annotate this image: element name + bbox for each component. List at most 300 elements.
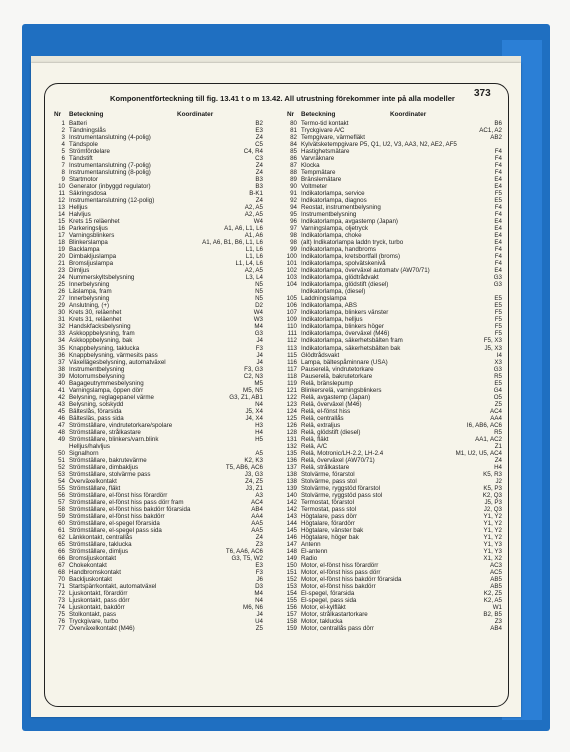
row-desc: Anslutning, (+) xyxy=(69,302,110,310)
row-coord: Z4 xyxy=(494,456,502,464)
row-desc: Motor, centrallås pass dörr xyxy=(301,625,374,633)
table-row xyxy=(52,134,267,141)
table-row xyxy=(282,408,502,415)
row-nr: 109 xyxy=(286,316,297,324)
row-coord: AB2 xyxy=(490,134,502,142)
table-row xyxy=(52,562,267,569)
row-coord: B2, B5 xyxy=(483,611,502,619)
table-row xyxy=(282,555,502,562)
row-desc: Strömställare, vindrutetorkare/spolare xyxy=(69,421,173,429)
row-coord: K2, A5 xyxy=(483,597,502,605)
row-nr: 138 xyxy=(286,477,297,485)
table-row xyxy=(52,274,267,281)
row-coord: K5, R3 xyxy=(483,470,502,478)
row-coord: Z3 xyxy=(255,540,263,548)
table-row xyxy=(52,527,267,534)
header-nr: Nr xyxy=(54,111,62,118)
row-nr: 152 xyxy=(286,576,297,584)
row-desc: Högtalare, höger bak xyxy=(301,533,359,541)
table-row xyxy=(52,443,267,450)
row-desc: Helljus/halvljus xyxy=(69,442,110,450)
row-desc: Termo-tid kontakt xyxy=(301,120,349,127)
row-nr: 155 xyxy=(286,597,297,605)
table-row xyxy=(52,408,267,415)
row-desc: Indikatorlampa, ABS xyxy=(301,302,358,310)
row-nr: 99 xyxy=(290,246,297,254)
row-coord: H4 xyxy=(494,463,502,471)
table-row xyxy=(282,183,502,190)
row-nr: 126 xyxy=(286,421,297,429)
table-row xyxy=(282,478,502,485)
left-column xyxy=(52,111,267,632)
row-desc: Knappbelysning, taklucka xyxy=(69,344,140,352)
row-nr: 13 xyxy=(58,204,65,212)
row-coord: W3 xyxy=(253,316,263,324)
row-desc: Högtalare, pass dörr xyxy=(301,512,358,520)
row-nr: 110 xyxy=(287,323,297,331)
row-coord: M5 xyxy=(254,379,263,387)
table-row xyxy=(52,499,267,506)
table-row xyxy=(52,569,267,576)
row-desc: Relä, el-fönst hiss xyxy=(301,407,351,415)
row-coord: F5 xyxy=(494,323,502,331)
row-coord: AA1, AC2 xyxy=(475,435,502,443)
row-nr: 156 xyxy=(286,604,297,612)
table-row xyxy=(52,604,267,611)
row-desc: Relä, bränslepump xyxy=(301,379,353,387)
row-desc: Strömställare, taklucka xyxy=(69,540,132,548)
table-row xyxy=(282,485,502,492)
row-nr: 142 xyxy=(286,505,297,513)
table-row xyxy=(282,541,502,548)
row-nr: 39 xyxy=(58,372,65,380)
table-row xyxy=(52,302,267,309)
row-desc: Indikatorlampa, kretsbortfall (broms) xyxy=(301,253,401,261)
table-row xyxy=(282,499,502,506)
header-koordinater: Koordinater xyxy=(177,111,214,118)
row-nr: 112 xyxy=(287,337,297,345)
table-row xyxy=(52,345,267,352)
row-desc: Strömfördelare xyxy=(69,148,110,156)
table-row xyxy=(282,380,502,387)
row-coord: Y1, Y2 xyxy=(483,519,502,527)
table-row xyxy=(52,267,267,274)
row-desc: Stolvärme, ryggstöd pass stol xyxy=(301,491,383,499)
table-row xyxy=(52,576,267,583)
row-nr: 95 xyxy=(290,211,297,219)
row-nr: 140 xyxy=(286,491,297,499)
row-nr: 2 xyxy=(61,127,65,135)
row-nr: 27 xyxy=(58,295,65,303)
row-nr: 50 xyxy=(58,449,65,457)
table-row xyxy=(52,190,267,197)
row-coord: E4 xyxy=(494,267,502,275)
row-nr: 150 xyxy=(286,561,297,569)
row-nr: 17 xyxy=(58,232,65,240)
row-coord: A1, A6, B1, B6, L1, L6 xyxy=(202,239,263,247)
row-nr: 62 xyxy=(58,533,65,541)
right-rows xyxy=(282,120,502,632)
row-nr: 158 xyxy=(286,618,297,626)
row-coord: E4 xyxy=(494,239,502,247)
row-desc: Högtalare, förardörr xyxy=(301,519,355,527)
row-coord: AC3 xyxy=(489,561,502,569)
row-nr: 159 xyxy=(286,625,297,633)
row-coord: E5 xyxy=(494,295,502,303)
row-nr: 124 xyxy=(286,407,297,415)
table-row xyxy=(282,288,502,295)
row-desc: Belysning, solskydd xyxy=(69,400,124,408)
row-coord: E3 xyxy=(255,127,263,135)
row-desc: Bältesläs, pass sida xyxy=(69,414,124,422)
row-coord: AB5 xyxy=(490,583,502,591)
row-nr: 106 xyxy=(286,302,297,310)
row-nr: 40 xyxy=(58,379,65,387)
row-nr: 10 xyxy=(58,183,65,191)
row-coord: L1, L6 xyxy=(245,246,263,254)
row-desc: Innerbelysning xyxy=(69,281,110,289)
row-coord: AB5 xyxy=(490,576,502,584)
row-nr: 139 xyxy=(286,484,297,492)
row-nr: 115 xyxy=(287,351,297,359)
row-coord: F5 xyxy=(494,316,502,324)
row-nr: 117 xyxy=(287,365,297,373)
row-nr: 66 xyxy=(58,547,65,555)
row-nr: 125 xyxy=(286,414,297,422)
row-coord: W4 xyxy=(253,309,263,317)
table-row xyxy=(282,394,502,401)
row-coord: Z5 xyxy=(255,625,263,633)
row-nr: 1 xyxy=(61,120,65,127)
row-coord: AB4 xyxy=(490,625,502,633)
row-desc: Generator (inbyggd regulator) xyxy=(69,183,151,191)
row-coord: F5 xyxy=(494,190,502,198)
table-row xyxy=(282,295,502,302)
row-coord: D2 xyxy=(255,302,263,310)
table-row xyxy=(52,337,267,344)
table-row xyxy=(52,359,267,366)
row-nr: 153 xyxy=(286,583,297,591)
row-coord: J6 xyxy=(256,576,263,584)
table-row xyxy=(282,309,502,316)
row-desc: Relä, A/C xyxy=(301,442,328,450)
row-desc: Backljuskontakt xyxy=(69,576,112,584)
row-coord: E5 xyxy=(494,379,502,387)
table-row xyxy=(52,295,267,302)
row-desc: Motor, el-fönst hiss bakdörr xyxy=(301,583,376,591)
row-nr: 100 xyxy=(286,253,297,261)
row-nr: 20 xyxy=(58,253,65,261)
row-desc: (alt) Indikatorlampa laddn tryck, turbo xyxy=(301,239,404,247)
row-nr: 76 xyxy=(58,618,65,626)
row-desc: Strömställare, el-fönst hiss förardörr xyxy=(69,491,168,499)
table-row xyxy=(282,387,502,394)
row-coord: Z4 xyxy=(255,134,263,142)
row-desc: Chokekontakt xyxy=(69,561,107,569)
row-nr: 34 xyxy=(58,337,65,345)
row-desc: Varningsblinkers xyxy=(69,232,115,240)
row-desc: Handskfacksbelysning xyxy=(69,323,131,331)
row-coord: K2, Z5 xyxy=(483,590,502,598)
row-coord: M6, N6 xyxy=(243,604,263,612)
row-desc: Krets 15 reläenhet xyxy=(69,218,120,226)
row-nr: 91 xyxy=(290,190,297,198)
table-row xyxy=(52,309,267,316)
row-desc: Strömställare, el-spegel förarsida xyxy=(69,519,160,527)
row-desc: Parkeringsljus xyxy=(69,225,108,233)
row-desc: Indikatorlampa, handbroms xyxy=(301,246,376,254)
row-coord: G3, Z1, AB1 xyxy=(229,393,263,401)
row-nr: 6 xyxy=(61,155,65,163)
row-coord: F3 xyxy=(255,344,263,352)
row-nr: 12 xyxy=(58,197,65,205)
row-coord: W1 xyxy=(492,604,502,612)
table-row xyxy=(282,330,502,337)
row-desc: Krets 30, reläenhet xyxy=(69,309,122,317)
row-nr: 107 xyxy=(286,309,297,317)
table-row xyxy=(52,590,267,597)
row-nr: 24 xyxy=(58,274,65,282)
table-row xyxy=(282,260,502,267)
row-nr: 68 xyxy=(58,569,65,576)
table-row xyxy=(52,373,267,380)
row-desc: Handbromskontakt xyxy=(69,569,121,576)
row-desc: Voltmeter xyxy=(301,183,328,191)
row-nr: 104 xyxy=(286,281,297,289)
row-desc: Indikatorlampa, helljus xyxy=(301,316,363,324)
row-nr: 135 xyxy=(286,449,297,457)
row-desc: El-antenn xyxy=(301,547,328,555)
row-coord: K2, Q3 xyxy=(482,491,502,499)
row-coord: F4 xyxy=(494,204,502,212)
row-coord: AB4 xyxy=(251,505,263,513)
row-desc: Pauserelä, bakrutetorkare xyxy=(301,372,373,380)
left-column-header xyxy=(52,111,267,120)
row-coord: N4 xyxy=(255,400,263,408)
row-coord: N5 xyxy=(255,295,263,303)
row-desc: Relä, fläkt xyxy=(301,435,329,443)
row-coord: K5, P3 xyxy=(483,484,502,492)
row-coord: AA5 xyxy=(251,526,263,534)
row-desc: Överväxelkontakt (M46) xyxy=(69,625,135,633)
row-coord: E3 xyxy=(255,561,263,569)
table-row xyxy=(282,246,502,253)
row-nr: 4 xyxy=(61,141,65,149)
row-coord: G3 xyxy=(493,274,502,282)
row-desc: Dimljus xyxy=(69,267,90,275)
row-coord: L3, L4 xyxy=(245,274,263,282)
row-desc: Indikatorlampa, säkerhetsbälten bak xyxy=(301,344,401,352)
row-desc: Varningslampa, oljetryck xyxy=(301,225,368,233)
row-coord: H3 xyxy=(255,421,263,429)
row-desc: Högtalare, vänster bak xyxy=(301,526,364,534)
table-row xyxy=(282,450,502,457)
row-nr: 122 xyxy=(286,393,297,401)
table-row xyxy=(52,218,267,225)
table-row xyxy=(282,366,502,373)
row-coord: F3, G3 xyxy=(244,365,263,373)
right-column-header xyxy=(282,111,502,120)
table-row xyxy=(52,246,267,253)
row-nr: 26 xyxy=(58,288,65,296)
table-row xyxy=(52,155,267,162)
table-row xyxy=(282,625,502,632)
row-coord: B3 xyxy=(255,176,263,184)
row-nr: 31 xyxy=(58,316,65,324)
table-row xyxy=(52,204,267,211)
row-coord: J4 xyxy=(256,358,263,366)
row-nr: 157 xyxy=(286,611,297,619)
row-desc: Instrumentanslutning (12-polig) xyxy=(69,197,155,205)
row-coord: X3 xyxy=(494,358,502,366)
row-coord: Z4 xyxy=(255,197,263,205)
row-nr: 123 xyxy=(286,400,297,408)
row-nr: 14 xyxy=(58,211,65,219)
row-nr: 138 xyxy=(286,470,297,478)
row-coord: A2, A5 xyxy=(244,211,263,219)
table-row xyxy=(52,197,267,204)
row-desc: Hastighetsmätare xyxy=(301,148,350,156)
table-row xyxy=(282,337,502,344)
table-row xyxy=(282,457,502,464)
row-coord: F3 xyxy=(255,569,263,576)
table-row xyxy=(282,302,502,309)
table-row xyxy=(52,611,267,618)
table-row xyxy=(52,422,267,429)
table-row xyxy=(52,471,267,478)
row-nr: 48 xyxy=(58,428,65,436)
row-desc: Strömställare, el-fönst hiss bakdörr xyxy=(69,512,165,520)
row-nr: 77 xyxy=(58,625,65,633)
row-nr: 60 xyxy=(58,519,65,527)
row-nr: 30 xyxy=(58,309,65,317)
row-desc: Läslampa, fram xyxy=(69,288,112,296)
row-coord: C4, R4 xyxy=(243,148,263,156)
header-beteckning: Beteckning xyxy=(301,111,336,118)
row-coord: F5, X3 xyxy=(483,337,502,345)
row-desc: Klocka xyxy=(301,162,320,170)
table-row xyxy=(282,548,502,555)
row-nr: 102 xyxy=(286,267,297,275)
row-desc: Växellägesbelysning, automatväxel xyxy=(69,358,166,366)
row-coord: A1, A6, L1, L6 xyxy=(224,225,263,233)
row-desc: Varningslampa, öppen dörr xyxy=(69,386,144,394)
row-desc: Strömställare, bakrutevärme xyxy=(69,456,147,464)
row-nr: 151 xyxy=(286,569,297,576)
row-nr: 8 xyxy=(61,169,65,177)
row-coord: AC1, A2 xyxy=(479,127,502,135)
row-nr: 82 xyxy=(290,134,297,142)
row-nr: 29 xyxy=(58,302,65,310)
row-nr: 5 xyxy=(61,148,65,156)
row-coord: F4 xyxy=(494,148,502,156)
row-coord: A1, A6 xyxy=(244,232,263,240)
row-desc: Ljuskontakt, pass dörr xyxy=(69,597,130,605)
row-coord: E5 xyxy=(494,302,502,310)
row-coord: R5 xyxy=(494,428,502,436)
table-row xyxy=(282,323,502,330)
table-row xyxy=(282,162,502,169)
row-coord: R5 xyxy=(494,372,502,380)
row-nr: 53 xyxy=(58,470,65,478)
row-desc: Blinkersrelä, varningsblinkers xyxy=(301,386,382,394)
table-row xyxy=(52,162,267,169)
row-coord: B6 xyxy=(494,120,502,127)
table-row xyxy=(282,464,502,471)
table-row xyxy=(52,506,267,513)
table-row xyxy=(52,394,267,401)
page-number: 373 xyxy=(474,88,491,99)
table-row xyxy=(52,211,267,218)
row-nr: 119 xyxy=(287,379,297,387)
row-nr: 51 xyxy=(58,456,65,464)
row-desc: Antenn xyxy=(301,540,321,548)
table-row xyxy=(52,366,267,373)
row-desc: Askkoppbelysning, fram xyxy=(69,330,135,338)
row-desc: Reostat, instrumentbelysning xyxy=(301,204,381,212)
row-coord: F4 xyxy=(494,253,502,261)
row-coord: D3 xyxy=(255,583,263,591)
row-coord: T6, AA6, AC6 xyxy=(225,547,263,555)
row-nr: 54 xyxy=(58,477,65,485)
table-row xyxy=(282,527,502,534)
table-row xyxy=(282,204,502,211)
row-nr: 86 xyxy=(290,155,297,163)
row-coord: O5 xyxy=(493,393,502,401)
row-nr: 52 xyxy=(58,463,65,471)
row-nr: 118 xyxy=(287,372,297,380)
row-desc: Relä, överväxel (M46) xyxy=(301,400,362,408)
row-desc: Motor, el-fönst hiss bakdörr förarsida xyxy=(301,576,402,584)
table-row xyxy=(282,359,502,366)
row-desc: Backlampa xyxy=(69,246,100,254)
table-row xyxy=(52,583,267,590)
row-coord: J3, Z1 xyxy=(245,484,263,492)
row-nr: 128 xyxy=(286,428,297,436)
table-row xyxy=(52,141,267,148)
row-coord: Z4 xyxy=(255,533,263,541)
table-row xyxy=(52,127,267,134)
row-nr: 46 xyxy=(58,414,65,422)
row-nr: 23 xyxy=(58,267,65,275)
row-coord: E4 xyxy=(494,225,502,233)
row-coord: J4, X4 xyxy=(245,414,263,422)
row-desc: Indikatorlampa, glödtrådvakt xyxy=(301,274,379,282)
table-row xyxy=(282,281,502,288)
row-desc: El-spegel, förarsida xyxy=(301,590,355,598)
row-coord: F4 xyxy=(494,162,502,170)
row-desc: Strömställare, stolvärme pass xyxy=(69,470,151,478)
row-desc: Strömställare, fläkt xyxy=(69,484,121,492)
row-coord: W4 xyxy=(253,218,263,226)
table-row xyxy=(282,415,502,422)
row-desc: Bromsljuskontakt xyxy=(69,554,117,562)
row-desc: Varvräknare xyxy=(301,155,335,163)
table-row xyxy=(52,387,267,394)
table-row xyxy=(282,274,502,281)
row-nr: 41 xyxy=(58,386,65,394)
row-nr: 3 xyxy=(61,134,65,142)
row-desc: Instrumentbelysning xyxy=(69,365,125,373)
table-row xyxy=(52,316,267,323)
row-nr: 11 xyxy=(58,190,65,198)
row-desc: Helljus xyxy=(69,204,88,212)
row-nr: 94 xyxy=(290,204,297,212)
row-nr: 113 xyxy=(287,344,297,352)
table-row xyxy=(52,492,267,499)
row-nr: 25 xyxy=(58,281,65,289)
table-row xyxy=(282,316,502,323)
